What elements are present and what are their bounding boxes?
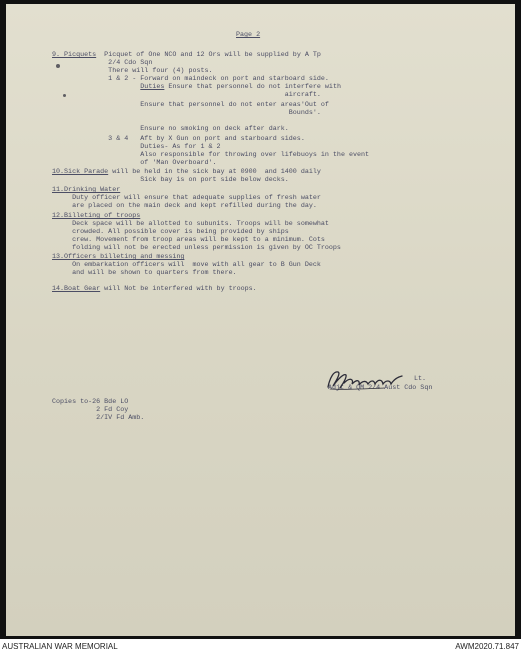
text-line: Ensure no smoking on deck after dark.	[52, 125, 289, 133]
text-line: Bounds'.	[52, 109, 321, 117]
copies-line: Copies to-26 Bde LO	[52, 398, 129, 406]
text-line: Ensure that personnel do not enter areas'Out of	[52, 101, 329, 109]
text-line: aircraft.	[52, 91, 321, 99]
page-header: Page 2	[236, 31, 261, 39]
text-line: 2/4 Cdo Sqn	[52, 59, 153, 67]
heading-drinking-water: 11.Drinking Water	[52, 186, 121, 194]
footer-institution: AUSTRALIAN WAR MEMORIAL	[2, 642, 118, 651]
typed-text	[6, 4, 515, 636]
signature-rank: Lt.	[414, 375, 427, 383]
text-line-picquets: 9. Picquets Picquet of One NCO and 12 Ors will be supplied by A Tp	[52, 51, 321, 59]
heading-boat-gear: 14.Boat Gear	[52, 285, 101, 293]
text-line: Sick bay is on port side below decks.	[52, 176, 289, 184]
text-line: 3 & 4 Aft by X Gun on port and starboard sides.	[52, 135, 305, 143]
copies-line: 2/IV Fd Amb.	[52, 414, 145, 422]
footer-catalogue-number: AWM2020.71.847	[455, 642, 519, 651]
text-line: crew. Movement from troop areas will be kept to a minimum. Cots	[52, 236, 325, 244]
heading-sick-parade: 10.Sick Parade	[52, 168, 109, 176]
text-line: Duty officer will ensure that adequate supplies of fresh water	[52, 194, 321, 202]
text-line-sick-parade: 10.Sick Parade will be held in the sick bay at 0900 and 1400 daily	[52, 168, 321, 176]
text-line: crowded. All possible cover is being provided by ships	[52, 228, 289, 236]
text-line: 1 & 2 - Forward on maindeck on port and starboard side.	[52, 75, 329, 83]
text-line: folding will not be erected unless permission is given by OC Troops	[52, 244, 341, 252]
heading-officers-billeting: 13.Officers billeting and messing	[52, 253, 185, 261]
heading-billeting-troops: 12.Billeting of troops	[52, 212, 141, 220]
heading-picquets: 9. Picquets	[52, 51, 97, 59]
handwritten-signature	[324, 367, 414, 393]
text-line: There will four (4) posts.	[52, 67, 213, 75]
text-line: and will be shown to quarters from there.	[52, 269, 237, 277]
text-line: are placed on the main deck and kept refilled during the day.	[52, 202, 317, 210]
text-line-duties: Duties Ensure that personnel do not interfere with	[140, 83, 341, 91]
text-line: Duties- As for 1 & 2	[52, 143, 221, 151]
copies-line: 2 Fd Coy	[52, 406, 129, 414]
text-line: of 'Man Overboard'.	[52, 159, 217, 167]
text-line: Also responsible for throwing over lifebuoys in the event	[52, 151, 370, 159]
text-line-boat-gear: 14.Boat Gear will Not be interfered with by troops.	[52, 285, 257, 293]
signature-title: Adjt & QM 2/4 Aust Cdo Sqn	[328, 384, 433, 392]
heading-duties: Duties	[140, 83, 165, 91]
text-line: On embarkation officers will move with all gear to B Gun Deck	[52, 261, 321, 269]
archive-footer	[0, 641, 521, 653]
text-line: Deck space will be allotted to subunits. Troops will be somewhat	[52, 220, 329, 228]
document-page	[6, 4, 515, 636]
